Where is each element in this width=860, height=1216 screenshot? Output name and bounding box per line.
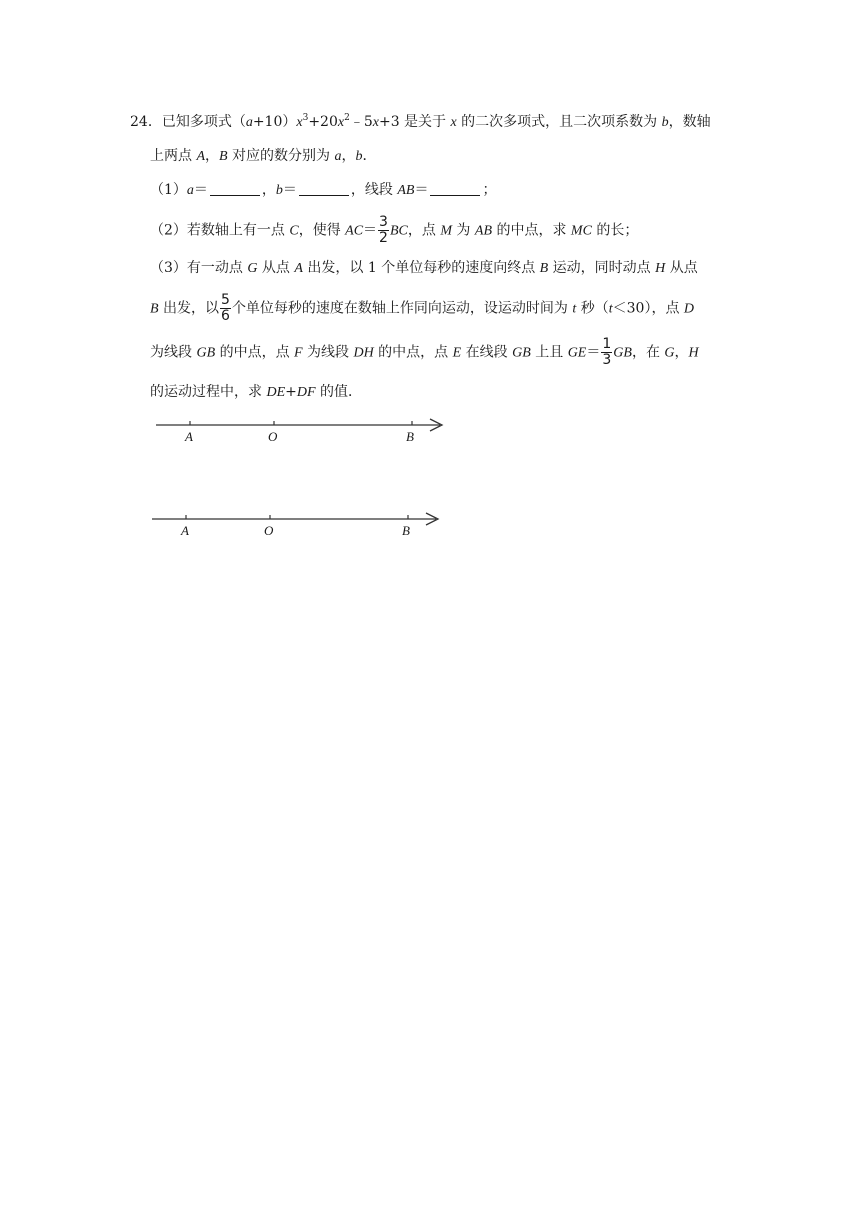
fraction-3-2: $\frac{3}{2}$ (379, 214, 388, 246)
label-a: A (185, 429, 193, 444)
problem-line-1: 24．已知多项式$(a+10)x^3+20x^2﹣5x+3$ 是关于 x 的二次多项式，且二次项系数为 b，数轴 (130, 113, 711, 130)
label-o: O (268, 429, 278, 444)
label-b: B (402, 523, 410, 538)
part-3-line-2: B 出发，以 $\frac{5}{6}$ 个单位每秒的速度在数轴上作同向运动，设运动时间为 t 秒（t＜30），点 D (150, 292, 695, 324)
label-b: B (406, 429, 414, 444)
fraction-1-3: $\frac{1}{3}$ (602, 336, 612, 368)
part-3-line-4: 的运动过程中，求 DE+DF 的值． (150, 384, 362, 400)
answer-blank-ab[interactable] (430, 183, 480, 196)
answer-blank-a[interactable] (210, 183, 260, 196)
number-line-2 (144, 508, 454, 544)
part-3-line-3: 为线段 GB 的中点，点 F 为线段 DH 的中点，点 E 在线段 GB 上且 GE＝ $\frac{1}{3}$ GB，在 G，H (150, 336, 699, 368)
part-1: （1）a＝ ，b＝ ，线段 AB＝ ； (150, 182, 497, 198)
fraction-5-6: $\frac{5}{6}$ (221, 292, 230, 324)
part-3-line-1: （3）有一动点 G 从点 A 出发，以 1 个单位每秒的速度向终点 B 运动，同时动点 H 从点 (150, 260, 698, 276)
label-a: A (181, 523, 189, 538)
part-2: （2）若数轴上有一点 C，使得 AC＝ $\frac{3}{2}$ BC，点 M 为 AB 的中点，求 MC 的长； (150, 214, 639, 246)
answer-blank-b[interactable] (299, 183, 349, 196)
problem-line-2: 上两点 A，B 对应的数分别为 a，b． (150, 148, 377, 164)
number-line-1 (148, 414, 458, 450)
label-o: O (264, 523, 274, 538)
